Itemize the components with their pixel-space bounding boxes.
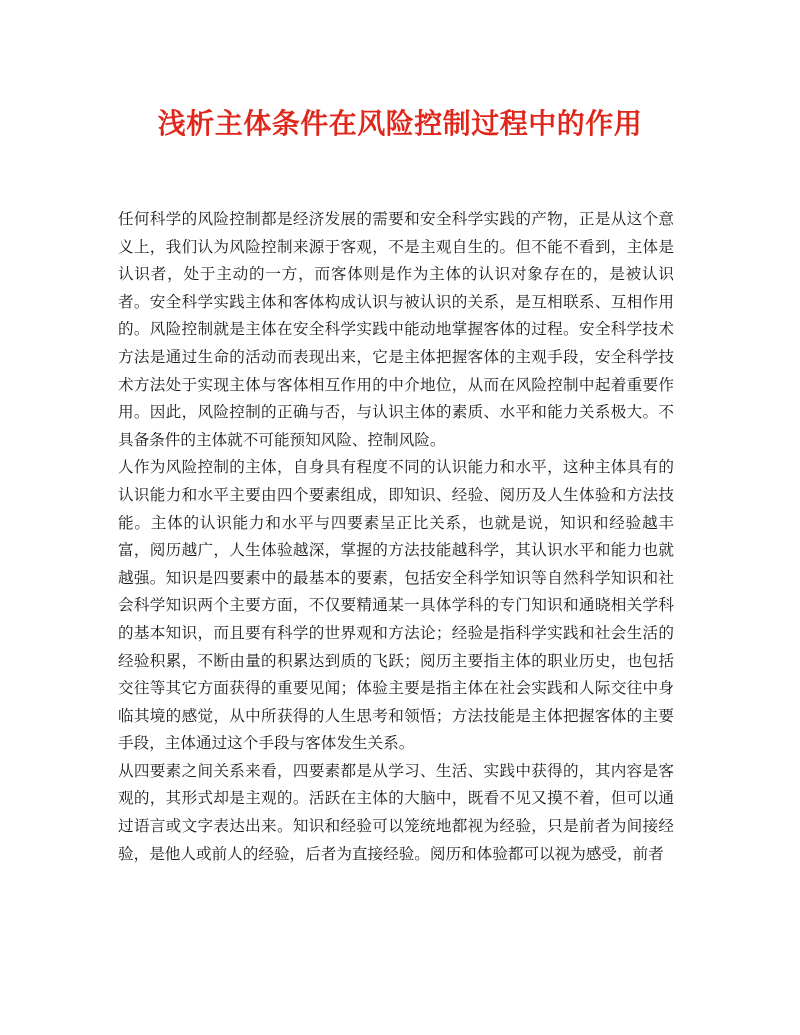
paragraph-1: 任何科学的风险控制都是经济发展的需要和安全科学实践的产物，正是从这个意义上，我们认为风险控制来源于客观，不是主观自生的。但不能不看到，主体是认识者，处于主动的一方，而客体则是作为主体的认识对象存在的，是被认识者。安全科学实践主体和客体构成认识与被认识的关系，是互相联系、互相作用的。风险控制就是主体在安全科学实践中能动地掌握客体的过程。安全科学技术方法是通过生命的活动而表现出来，它是主体把握客体的主观手段，安全科学技术方法处于实现主体与客体相互作用的中介地位，从而在风险控制中起着重要作用。因此，风险控制的正确与否，与认识主体的素质、水平和能力关系极大。不具备条件的主体就不可能预知风险、控制风险。 — [118, 210, 674, 449]
document-title: 浅析主体条件在风险控制过程中的作用 — [157, 107, 643, 140]
document-body — [118, 206, 674, 868]
paragraph-3: 从四要素之间关系来看，四要素都是从学习、生活、实践中获得的，其内容是客观的，其形式却是主观的。活跃在主体的大脑中，既看不见又摸不着，但可以通过语言或文字表达出来。知识和经验可以笼统地都视为经验，只是前者为间接经验，是他人或前人的经验，后者为直接经验。阅历和体验都可以视为感受，前者 — [118, 761, 674, 863]
paragraph-2: 人作为风险控制的主体，自身具有程度不同的认识能力和水平，这种主体具有的认识能力和水平主要由四个要素组成，即知识、经验、阅历及人生体验和方法技能。主体的认识能力和水平与四要素呈正比关系，也就是说，知识和经验越丰富，阅历越广，人生体验越深，掌握的方法技能越科学，其认识水平和能力也就越强。知识是四要素中的最基本的要素，包括安全科学知识等自然科学知识和社会科学知识两个主要方面，不仅要精通某一具体学科的专门知识和通晓相关学科的基本知识，而且要有科学的世界观和方法论；经验是指科学实践和社会生活的经验积累，不断由量的积累达到质的飞跃；阅历主要指主体的职业历史，也包括交往等其它方面获得的重要见闻；体验主要是指主体在社会实践和人际交往中身临其境的感觉，从中所获得的人生思考和领悟；方法技能是主体把握客体的主要手段，主体通过这个手段与客体发生关系。 — [118, 458, 674, 753]
